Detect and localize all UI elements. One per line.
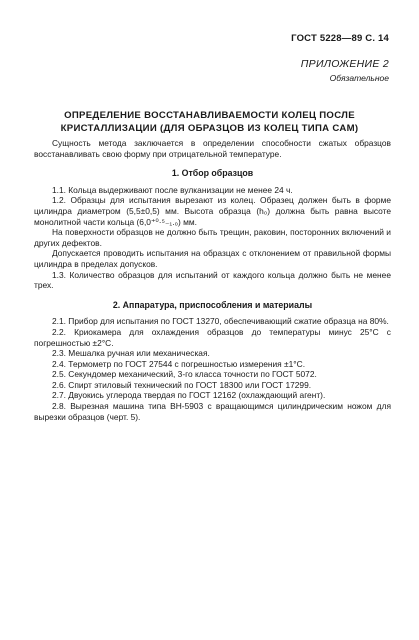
section-2-paragraph: 2.5. Секундомер механический, 3-го класса точности по ГОСТ 5072. (52, 369, 317, 380)
section-2-paragraph: 2.8. Вырезная машина типа ВН-5903 с вращающимся цилиндрическим ножом для вырезки образцов (черт. 5). (34, 401, 391, 422)
section-2-paragraph: 2.2. Криокамера для охлаждения образцов до температуры минус 25°С с погрешностью ±2°С. (34, 326, 391, 348)
title-line-2: КРИСТАЛЛИЗАЦИИ (ДЛЯ ОБРАЗЦОВ ИЗ КОЛЕЦ ТИПА САМ) (60, 123, 359, 134)
title-line-1: ОПРЕДЕЛЕНИЕ ВОССТАНАВЛИВАЕМОСТИ КОЛЕЦ ПОСЛЕ (64, 110, 355, 121)
section-1-paragraph: На поверхности образцов не должно быть трещин, раковин, посторонних включений и других дефектов. (34, 227, 391, 248)
appendix-status: Обязательное (329, 73, 389, 83)
section-1-paragraph: 1.2. Образцы для испытания вырезают из колец. Образец должен быть в форме цилиндра диаметром (5,5±0,5) мм. Высота образца (h₀) должна быть равна высоте монолитной части кольца (6,0⁺⁰·⁵₋₁.₀) мм. (34, 195, 391, 227)
section-1-paragraph: 1.3. Количество образцов для испытаний от каждого кольца должно быть не менее трех. (34, 269, 391, 291)
section-2-paragraph: 2.1. Прибор для испытания по ГОСТ 13270, обеспечивающий сжатие образца на 80%. (52, 316, 389, 327)
section-2-paragraph: 2.4. Термометр по ГОСТ 27544 с погрешностью измерения ±1°С. (52, 358, 306, 369)
intro-paragraph: Сущность метода заключается в определении способности сжатых образцов восстанавливать свою форму при отрицательной температуре. (34, 138, 391, 159)
section-1-heading: 1. Отбор образцов (171, 168, 254, 179)
section-2-heading: 2. Аппаратура, приспособления и материалы (112, 299, 313, 310)
section-1-paragraph: 1.1. Кольца выдерживают после вулканизации не менее 24 ч. (52, 184, 293, 195)
appendix-block (301, 58, 389, 83)
section-2-paragraph: 2.3. Мешалка ручная или механическая. (52, 348, 210, 359)
page-header: ГОСТ 5228—89 С. 14 (291, 33, 389, 44)
document-title (30, 109, 389, 135)
section-2-paragraph: 2.6. Спирт этиловый технический по ГОСТ 18300 или ГОСТ 17299. (52, 379, 312, 390)
section-2-paragraph: 2.7. Двуокись углерода твердая по ГОСТ 12162 (охлаждающий агент). (52, 390, 326, 401)
document-body (34, 138, 391, 422)
section-1-paragraph: Допускается проводить испытания на образцах с отклонением от правильной формы цилиндра в пределах допусков. (34, 248, 391, 269)
appendix-label: ПРИЛОЖЕНИЕ 2 (300, 58, 389, 70)
